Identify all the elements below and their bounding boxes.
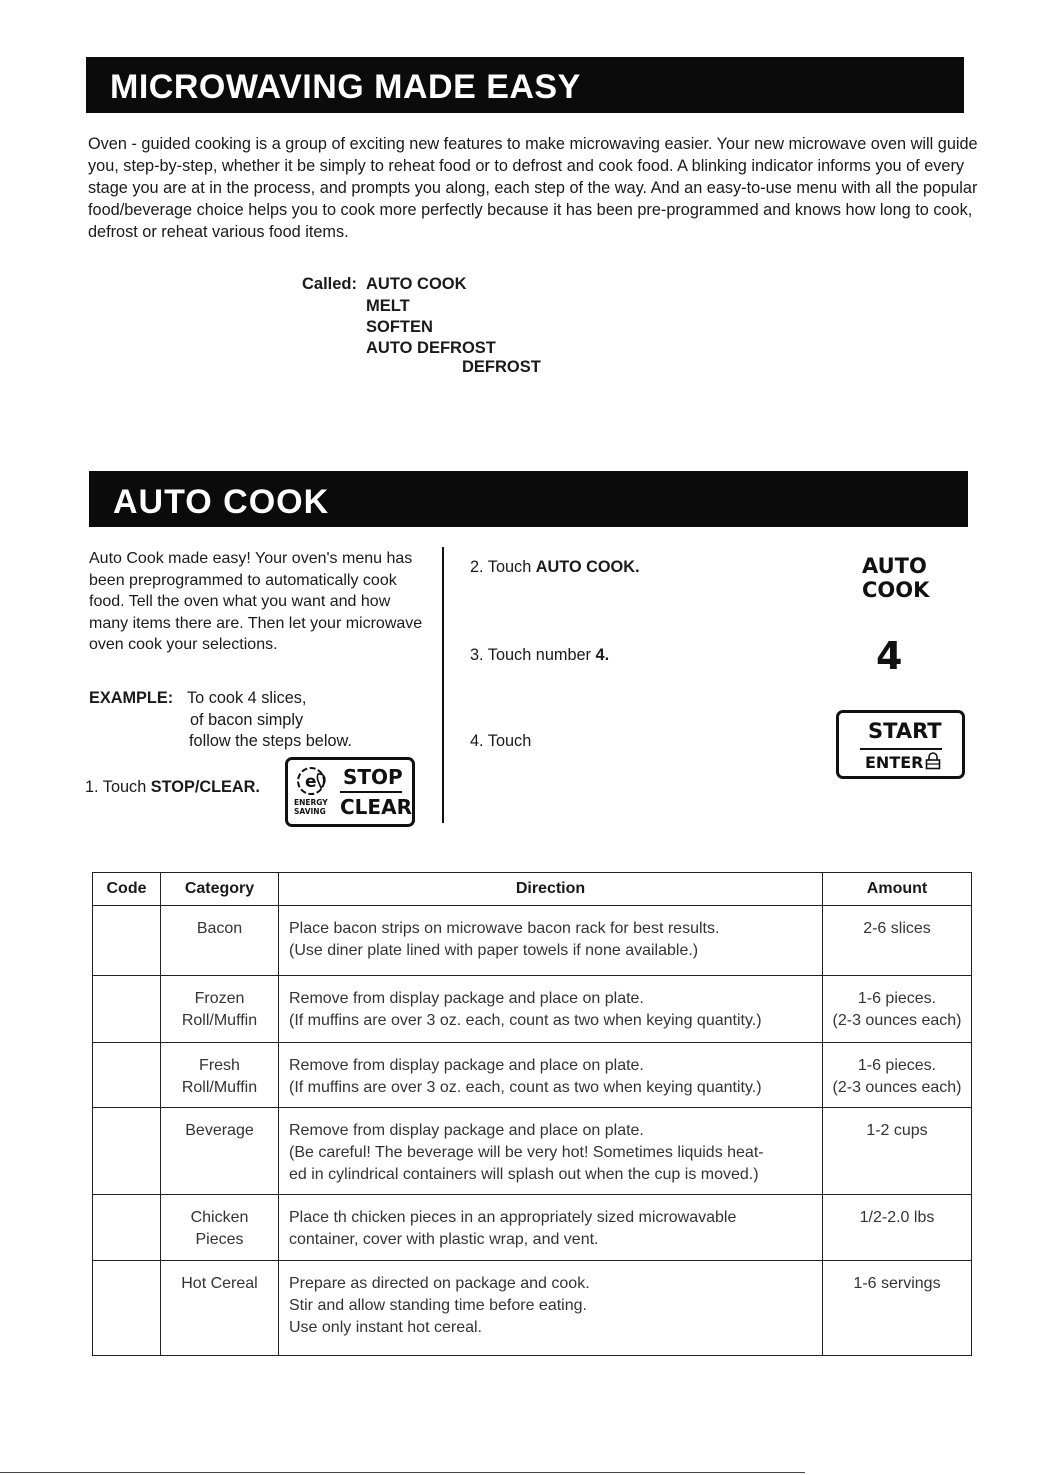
auto-label: AUTO — [862, 554, 927, 578]
auto-cook-description: Auto Cook made easy! Your oven's menu has been preprogrammed to automatically cook food. Tell the oven what you want and how many items there are. Then let your microwave oven cook your selections. — [89, 550, 423, 654]
table-row — [93, 1261, 972, 1356]
called-item: AUTO COOK — [366, 275, 467, 293]
example-line: To cook 4 slices, — [187, 689, 307, 707]
code-cell — [93, 906, 161, 976]
key-divider — [340, 791, 402, 793]
category-cell: Bacon — [161, 906, 279, 976]
amount-cell: 2-6 slices — [823, 906, 972, 976]
stop-label: STOP — [343, 765, 403, 789]
step-key-name: STOP/CLEAR. — [150, 778, 260, 796]
page-bottom-rule — [0, 1472, 805, 1473]
stop-clear-key[interactable] — [285, 757, 415, 827]
key-divider — [860, 748, 942, 750]
example-line: of bacon simply — [190, 711, 304, 729]
step-key-name: AUTO COOK. — [535, 558, 640, 576]
amount-cell: 1/2-2.0 lbs — [823, 1195, 972, 1261]
category-cell: Chicken Pieces — [161, 1195, 279, 1261]
table-row — [93, 1043, 972, 1108]
called-item: DEFROST — [462, 358, 541, 376]
direction-cell: Remove from display package and place on plate. (If muffins are over 3 oz. each, count as two when keying quantity.) — [279, 976, 823, 1043]
auto-cook-key[interactable] — [862, 554, 930, 606]
code-cell — [93, 1195, 161, 1261]
header-direction: Direction — [279, 873, 823, 906]
amount-cell: 1-6 servings — [823, 1261, 972, 1356]
header-code: Code — [93, 873, 161, 906]
called-label: Called: — [302, 275, 358, 293]
amount-cell: 1-6 pieces. (2-3 ounces each) — [823, 976, 972, 1043]
step-3 — [470, 646, 609, 665]
lock-icon — [925, 751, 941, 770]
section-title: MICROWAVING MADE EASY — [110, 68, 581, 106]
table-header-row — [93, 873, 972, 906]
number-4-key[interactable]: 4 — [876, 634, 903, 678]
amount-cell: 1-2 cups — [823, 1108, 972, 1195]
category-cell: Beverage — [161, 1108, 279, 1195]
code-cell — [93, 976, 161, 1043]
direction-cell: Remove from display package and place on plate. (Be careful! The beverage will be very hot! Sometimes liquids heat- ed in cylindrical containers will splash out when the cup is moved.) — [279, 1108, 823, 1195]
section-title: AUTO COOK — [113, 483, 330, 521]
header-amount: Amount — [823, 873, 972, 906]
step-text: 3. Touch number — [470, 646, 596, 664]
step-text: 4. Touch — [470, 732, 532, 750]
table-row — [93, 906, 972, 976]
code-cell — [93, 1261, 161, 1356]
category-cell: Hot Cereal — [161, 1261, 279, 1356]
called-item: SOFTEN — [366, 318, 433, 336]
amount-cell: 1-6 pieces. (2-3 ounces each) — [823, 1043, 972, 1108]
category-cell: Frozen Roll/Muffin — [161, 976, 279, 1043]
called-item: AUTO DEFROST — [366, 339, 496, 357]
clear-label: CLEAR — [340, 795, 412, 819]
svg-text:e: e — [305, 772, 317, 792]
auto-cook-table — [92, 872, 972, 1356]
step-text: 2. Touch — [470, 558, 536, 576]
table-row — [93, 1195, 972, 1261]
section-banner-auto-cook — [89, 471, 968, 527]
start-label: START — [868, 719, 942, 743]
step-4 — [470, 732, 531, 751]
energy-saving-text: ENERGY SAVING — [294, 798, 328, 816]
code-cell — [93, 1108, 161, 1195]
cook-label: COOK — [862, 578, 930, 602]
example-label: EXAMPLE: — [89, 689, 174, 707]
enter-label: ENTER — [865, 753, 924, 772]
table-row — [93, 1108, 972, 1195]
direction-cell: Prepare as directed on package and cook. Stir and allow standing time before eating. Use only instant hot cereal. — [279, 1261, 823, 1356]
start-enter-key[interactable] — [836, 710, 965, 779]
called-item: MELT — [366, 297, 410, 315]
step-text: 1. Touch — [85, 778, 151, 796]
table-row — [93, 976, 972, 1043]
energy-saving-leaf-icon — [294, 764, 330, 798]
step-1 — [85, 778, 260, 797]
section-banner-microwaving — [86, 57, 964, 113]
example-line: follow the steps below. — [189, 732, 352, 750]
direction-cell: Place bacon strips on microwave bacon rack for best results. (Use diner plate lined with paper towels if none available.) — [279, 906, 823, 976]
code-cell — [93, 1043, 161, 1108]
header-category: Category — [161, 873, 279, 906]
intro-paragraph: Oven - guided cooking is a group of exciting new features to make microwaving easier. Your new microwave oven will guide you, step-by-step, whether it be simply to reheat food or to defrost and cook food. A blinking indicator informs you of every stage you are at in the process, and prompts you along, each step of the way. And an easy-to-use menu with all the popular food/beverage choice helps you to cook more perfectly because it has been pre-programmed and knows how long to cook, defrost or reheat various food items. — [88, 135, 978, 241]
step-key-name: 4. — [595, 646, 610, 664]
step-2 — [470, 558, 640, 577]
column-divider — [442, 547, 444, 823]
category-cell: Fresh Roll/Muffin — [161, 1043, 279, 1108]
direction-cell: Place th chicken pieces in an appropriately sized microwavable container, cover with plastic wrap, and vent. — [279, 1195, 823, 1261]
direction-cell: Remove from display package and place on plate. (If muffins are over 3 oz. each, count as two when keying quantity.) — [279, 1043, 823, 1108]
